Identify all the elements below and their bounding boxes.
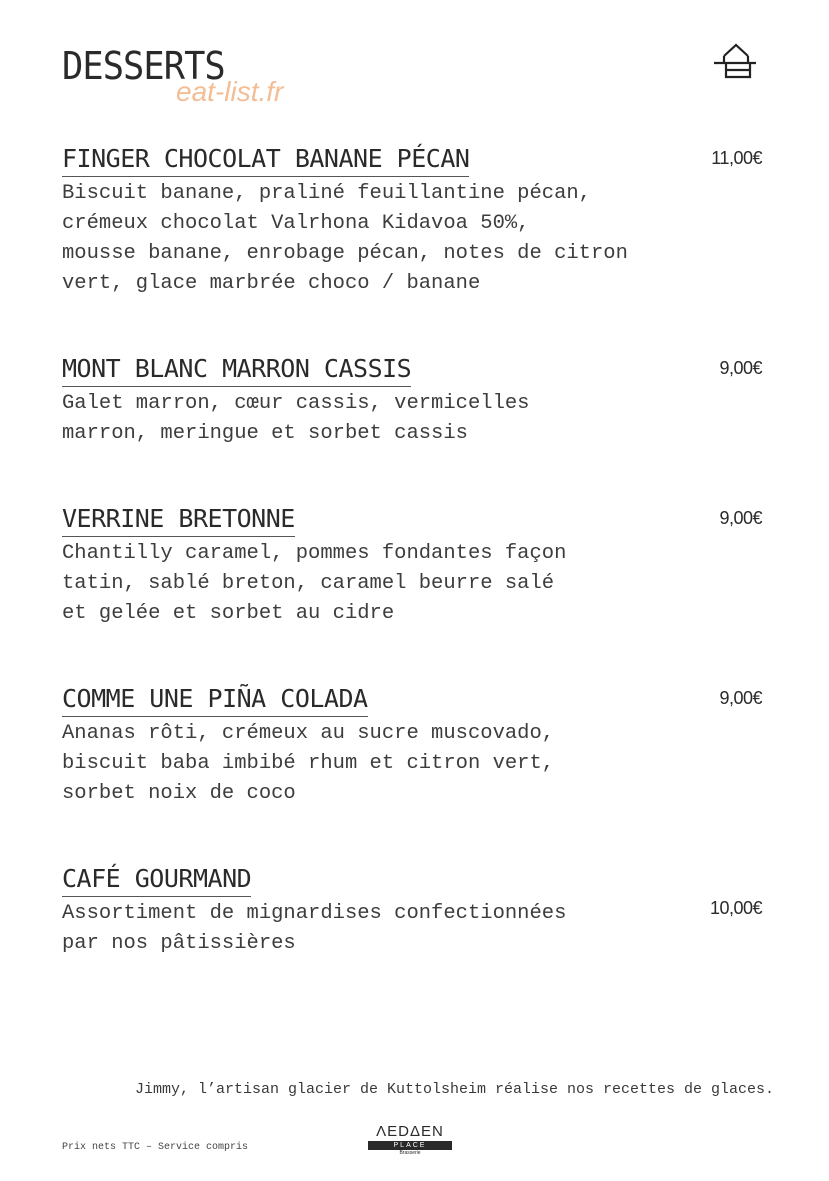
desc-line: marron, meringue et sorbet cassis [62, 422, 468, 445]
item-price: 9,00€ [719, 688, 762, 708]
desc-line: Ananas rôti, crémeux au sucre muscovado, [62, 722, 555, 745]
item-description [62, 899, 762, 959]
item-description [62, 539, 762, 629]
menu-item-cafe-gourmand [62, 864, 762, 959]
item-name: VERRINE BRETONNE [62, 504, 295, 537]
item-price: 9,00€ [719, 508, 762, 528]
house-stairs-icon [712, 42, 758, 80]
desc-line: Assortiment de mignardises confectionnées [62, 902, 567, 925]
brand-name: ΛEDΔEN [376, 1123, 444, 1140]
desc-line: tatin, sablé breton, caramel beurre salé [62, 572, 555, 595]
glacier-note: Jimmy, l’artisan glacier de Kuttolsheim réalise nos recettes de glaces. [134, 1081, 775, 1098]
desc-line: Chantilly caramel, pommes fondantes façon [62, 542, 567, 565]
item-price: 9,00€ [719, 358, 762, 378]
menu-item-pina-colada [62, 684, 762, 809]
item-description [62, 179, 762, 299]
brand-sub: Brasserie [399, 1150, 421, 1156]
item-name: COMME UNE PIÑA COLADA [62, 684, 368, 717]
desc-line: mousse banane, enrobage pécan, notes de citron [62, 242, 628, 265]
item-name: FINGER CHOCOLAT BANANE PÉCAN [62, 144, 469, 177]
item-price: 11,00€ [711, 148, 762, 168]
desc-line: vert, glace marbrée choco / banane [62, 272, 481, 295]
menu-item-mont-blanc [62, 354, 762, 449]
desc-line: sorbet noix de coco [62, 782, 296, 805]
menu-item-finger-chocolat [62, 144, 762, 299]
brand-place: PLACE [368, 1141, 452, 1150]
item-price: 10,00€ [709, 898, 762, 918]
desc-line: Biscuit banane, praliné feuillantine pécan, [62, 182, 591, 205]
price-note: Prix nets TTC – Service compris [62, 1142, 249, 1153]
desc-line: et gelée et sorbet au cidre [62, 602, 395, 625]
item-description [62, 389, 762, 449]
menu-item-verrine-bretonne [62, 504, 762, 629]
item-name: MONT BLANC MARRON CASSIS [62, 354, 411, 387]
watermark: eat-list.fr [176, 76, 284, 107]
desc-line: Galet marron, cœur cassis, vermicelles [62, 392, 530, 415]
brand-logo [368, 1124, 452, 1156]
desc-line: biscuit baba imbibé rhum et citron vert, [62, 752, 555, 775]
page-title: DESSERTS [62, 44, 225, 88]
desc-line: crémeux chocolat Valrhona Kidavoa 50%, [62, 212, 530, 235]
item-description [62, 719, 762, 809]
item-name: CAFÉ GOURMAND [62, 864, 251, 897]
desc-line: par nos pâtissières [62, 932, 296, 955]
